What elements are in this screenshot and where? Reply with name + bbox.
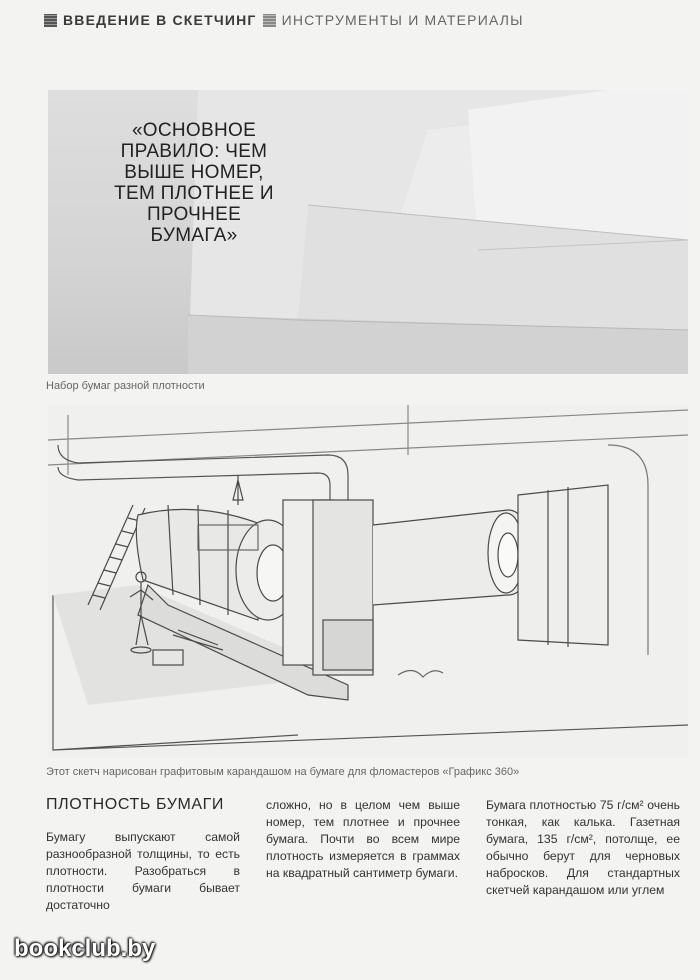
sketch-drawing xyxy=(48,405,688,757)
photo-caption: Набор бумаг разной плотности xyxy=(46,380,205,392)
text-column-2: сложно, но в целом чем выше номер, тем плотнее и прочнее бумага. Почти во всем мире плотность измеряется в граммах на квадратный сантиметр бумаги. xyxy=(266,798,460,880)
chapter-title: ВВЕДЕНИЕ В СКЕТЧИНГ xyxy=(63,12,257,28)
section-title-header: ИНСТРУМЕНТЫ И МАТЕРИАЛЫ xyxy=(281,12,524,28)
pull-quote: «ОСНОВНОЕ ПРАВИЛО: ЧЕМ ВЫШЕ НОМЕР, ТЕМ ПЛОТНЕЕ И ПРОЧНЕЕ БУМАГА» xyxy=(114,120,274,246)
header-separator-icon xyxy=(263,14,276,27)
pipe-machine-sketch xyxy=(48,405,688,757)
text-column-1: Бумагу выпускают самой разнообразной толщины, то есть плотности. Разобраться в плотности бумаги бывает достаточно xyxy=(46,830,240,912)
running-header xyxy=(44,12,524,28)
header-marker-icon xyxy=(44,14,57,27)
text-column-3: Бумага плотностью 75 г/см² очень тонкая, как калька. Газетная бумага, 135 г/см², потолще, ее обычно берут для черновых набросков. Для стандартных скетчей карандашом или углем xyxy=(486,798,680,897)
paper-photo xyxy=(48,90,688,374)
sketch-caption: Этот скетч нарисован графитовым карандашом на бумаге для фломастеров «Графикс 360» xyxy=(46,766,520,778)
section-heading: ПЛОТНОСТЬ БУМАГИ xyxy=(46,796,225,813)
watermark-logo: bookclub.by xyxy=(14,935,156,962)
